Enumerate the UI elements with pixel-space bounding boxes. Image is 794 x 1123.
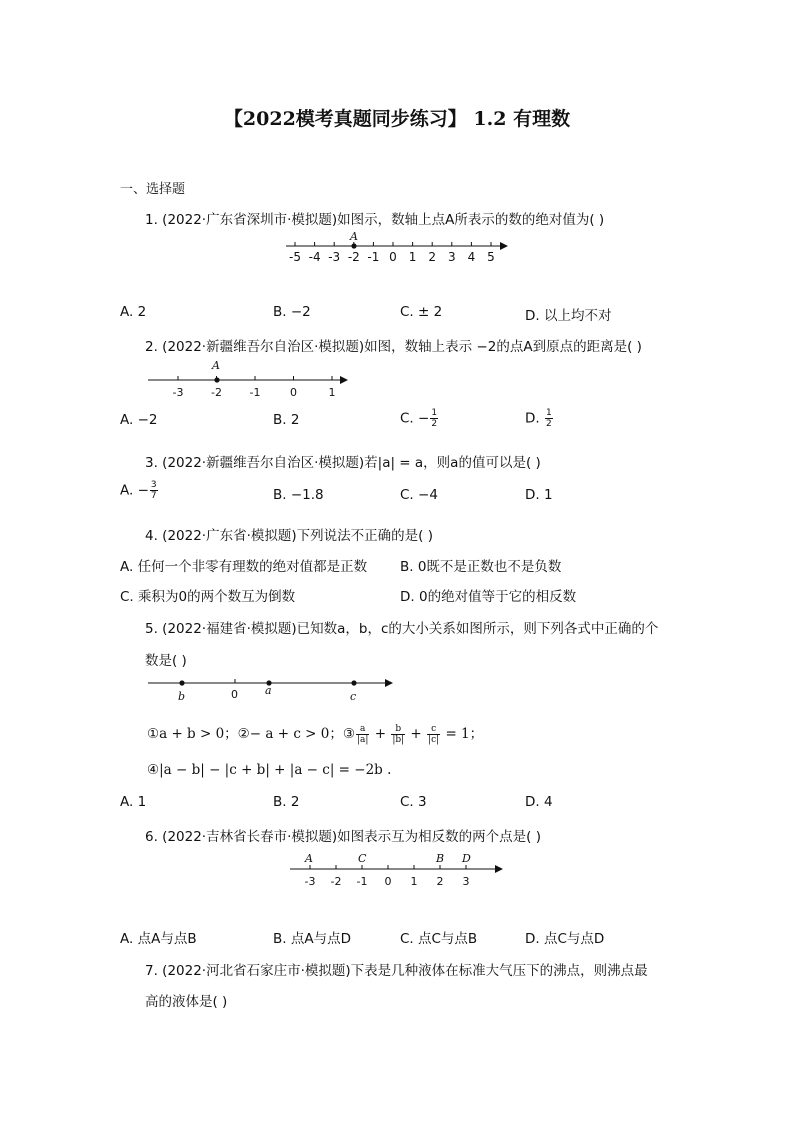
q2-option-c-prefix: C. − bbox=[400, 410, 430, 427]
q4-option-d: D. 0的绝对值等于它的相反数 bbox=[400, 589, 577, 605]
fraction-denominator: |c| bbox=[428, 735, 440, 745]
q6-option-c: C. 点C与点B bbox=[400, 931, 478, 947]
q2-option-b: B. 2 bbox=[273, 412, 300, 428]
q6-option-b: B. 点A与点D bbox=[273, 931, 351, 947]
q2-option-c bbox=[400, 408, 439, 429]
q2-option-d-fraction bbox=[545, 408, 553, 429]
q3-option-a-fraction bbox=[150, 480, 158, 501]
question-6-text: 6. (2022·吉林省长春市·模拟题)如图表示互为相反数的两个点是( ) bbox=[145, 829, 541, 845]
q6-tick-label: 3 bbox=[462, 875, 470, 888]
q5-point-b bbox=[179, 680, 184, 685]
q6-label-b: B bbox=[436, 852, 445, 865]
question-7-text-line2: 高的液体是( ) bbox=[145, 994, 228, 1010]
q5-point-c bbox=[351, 680, 356, 685]
q2-option-a: A. −2 bbox=[120, 412, 158, 428]
q5-number-line bbox=[145, 672, 400, 706]
q2-option-d bbox=[525, 408, 554, 429]
q1-tick-label: -3 bbox=[328, 250, 341, 264]
q6-tick-label: -1 bbox=[356, 875, 368, 888]
q1-tick-label: 1 bbox=[408, 250, 417, 264]
q2-number-line bbox=[145, 358, 355, 400]
q6-tick-label: -2 bbox=[330, 875, 342, 888]
question-5-text-line2: 数是( ) bbox=[145, 653, 187, 669]
q1-tick-label: 5 bbox=[487, 250, 495, 264]
q5-label-a: a bbox=[265, 684, 272, 697]
q3-option-c: C. −4 bbox=[400, 487, 438, 503]
question-3-text: 3. (2022·新疆维吾尔自治区·模拟题)若|a| = a，则a的值可以是( ) bbox=[145, 455, 541, 471]
fraction-denominator: 2 bbox=[431, 419, 438, 429]
q1-option-d: D. 以上均不对 bbox=[525, 308, 612, 324]
q6-tick-label: 0 bbox=[384, 875, 392, 888]
q6-tick-label: 2 bbox=[436, 875, 444, 888]
q1-tick-label: -1 bbox=[367, 250, 380, 264]
fraction-numerator: 1 bbox=[431, 408, 438, 418]
q1-option-b: B. −2 bbox=[273, 304, 311, 320]
q4-option-b: B. 0既不是正数也不是负数 bbox=[400, 559, 562, 575]
q2-tick-label: 1 bbox=[328, 386, 336, 399]
fraction-denominator: |b| bbox=[392, 735, 405, 745]
fraction-numerator: a bbox=[356, 724, 369, 735]
q1-tick-label: -4 bbox=[308, 250, 321, 264]
q1-tick-label: -2 bbox=[347, 250, 360, 264]
q5-label-b: b bbox=[178, 690, 186, 703]
q2-tick-label: -3 bbox=[172, 386, 184, 399]
q2-tick-label: 0 bbox=[290, 386, 297, 399]
q1-option-c: C. ± 2 bbox=[400, 304, 443, 320]
question-1-text: 1. (2022·广东省深圳市·模拟题)如图示，数轴上点A所表示的数的绝对值为( ) bbox=[145, 212, 605, 228]
q2-option-d-prefix: D. bbox=[525, 410, 540, 427]
q1-option-a: A. 2 bbox=[120, 304, 147, 320]
section-heading: 一、选择题 bbox=[120, 182, 186, 197]
q6-tick-label: -3 bbox=[304, 875, 316, 888]
q5-label-0: 0 bbox=[231, 688, 238, 701]
q6-label-c: C bbox=[358, 852, 367, 865]
q1-point-label: A bbox=[350, 230, 358, 243]
fraction-numerator: c bbox=[427, 724, 440, 735]
fraction-numerator: 3 bbox=[150, 480, 157, 490]
q2-point-a bbox=[214, 377, 219, 382]
q4-option-c: C. 乘积为0的两个数互为倒数 bbox=[120, 589, 296, 605]
page-title: 【2022模考真题同步练习】 1.2 有理数 bbox=[223, 108, 571, 130]
q3-option-d: D. 1 bbox=[525, 487, 553, 503]
q1-tick-label: -5 bbox=[289, 250, 301, 264]
fraction-denominator: |a| bbox=[356, 735, 369, 745]
q1-point-a bbox=[351, 243, 356, 248]
q5-statement-tail: = 1； bbox=[445, 726, 484, 742]
q1-tick-label: 0 bbox=[389, 250, 397, 264]
fraction-numerator: 1 bbox=[545, 408, 552, 418]
q5-option-d: D. 4 bbox=[525, 794, 553, 810]
fraction-denominator: 2 bbox=[545, 419, 552, 429]
q5-option-b: B. 2 bbox=[273, 794, 300, 810]
q4-option-a: A. 任何一个非零有理数的绝对值都是正数 bbox=[120, 559, 368, 575]
q3-option-b: B. −1.8 bbox=[273, 487, 324, 503]
q1-number-line bbox=[280, 228, 510, 268]
fraction-numerator: b bbox=[391, 724, 405, 735]
q5-option-a: A. 1 bbox=[120, 794, 147, 810]
q5-option-c: C. 3 bbox=[400, 794, 427, 810]
q2-point-label: A bbox=[212, 359, 220, 372]
q3-option-a bbox=[120, 480, 159, 501]
question-5-text-line1: 5. (2022·福建省·模拟题)已知数a，b，c的大小关系如图所示，则下列各式中正确的个 bbox=[145, 621, 659, 637]
fraction-denominator: 7 bbox=[150, 491, 157, 501]
q6-label-d: D bbox=[462, 852, 471, 865]
q6-number-line bbox=[285, 848, 510, 890]
q5-frac-a bbox=[356, 724, 369, 745]
q2-tick-label: -2 bbox=[211, 386, 222, 399]
q6-label-a: A bbox=[305, 852, 313, 865]
q6-option-a: A. 点A与点B bbox=[120, 931, 197, 947]
question-4-text: 4. (2022·广东省·模拟题)下列说法不正确的是( ) bbox=[145, 528, 433, 544]
q5-frac-b bbox=[391, 724, 405, 745]
q5-statement-4: ④|a − b| − |c + b| + |a − c| = −2b . bbox=[147, 762, 392, 778]
q2-tick-label: -1 bbox=[249, 386, 261, 399]
q6-tick-label: 1 bbox=[410, 875, 418, 888]
q6-option-d: D. 点C与点D bbox=[525, 931, 605, 947]
q5-label-c: c bbox=[350, 690, 357, 703]
q1-tick-label: 2 bbox=[428, 250, 437, 264]
question-2-text: 2. (2022·新疆维吾尔自治区·模拟题)如图，数轴上表示 −2的点A到原点的距离是( ) bbox=[145, 339, 642, 355]
q5-statements-1-3: ①a + b > 0；②− a + c > 0；③ $\frac{a}{|a|}$ + $\frac{b}{|b|}$ + $\frac{c}{|c|}$ = 1； bbox=[147, 724, 484, 745]
q5-frac-c bbox=[427, 724, 440, 745]
q1-tick-label: 4 bbox=[467, 250, 476, 264]
q5-statement-text: ①a + b > 0；②− a + c > 0；③ bbox=[147, 726, 355, 742]
question-7-text-line1: 7. (2022·河北省石家庄市·模拟题)下表是几种液体在标准大气压下的沸点，则沸点最 bbox=[145, 963, 648, 979]
q2-option-c-fraction bbox=[430, 408, 438, 429]
q1-tick-label: 3 bbox=[447, 250, 456, 264]
q3-option-a-prefix: A. − bbox=[120, 482, 149, 499]
